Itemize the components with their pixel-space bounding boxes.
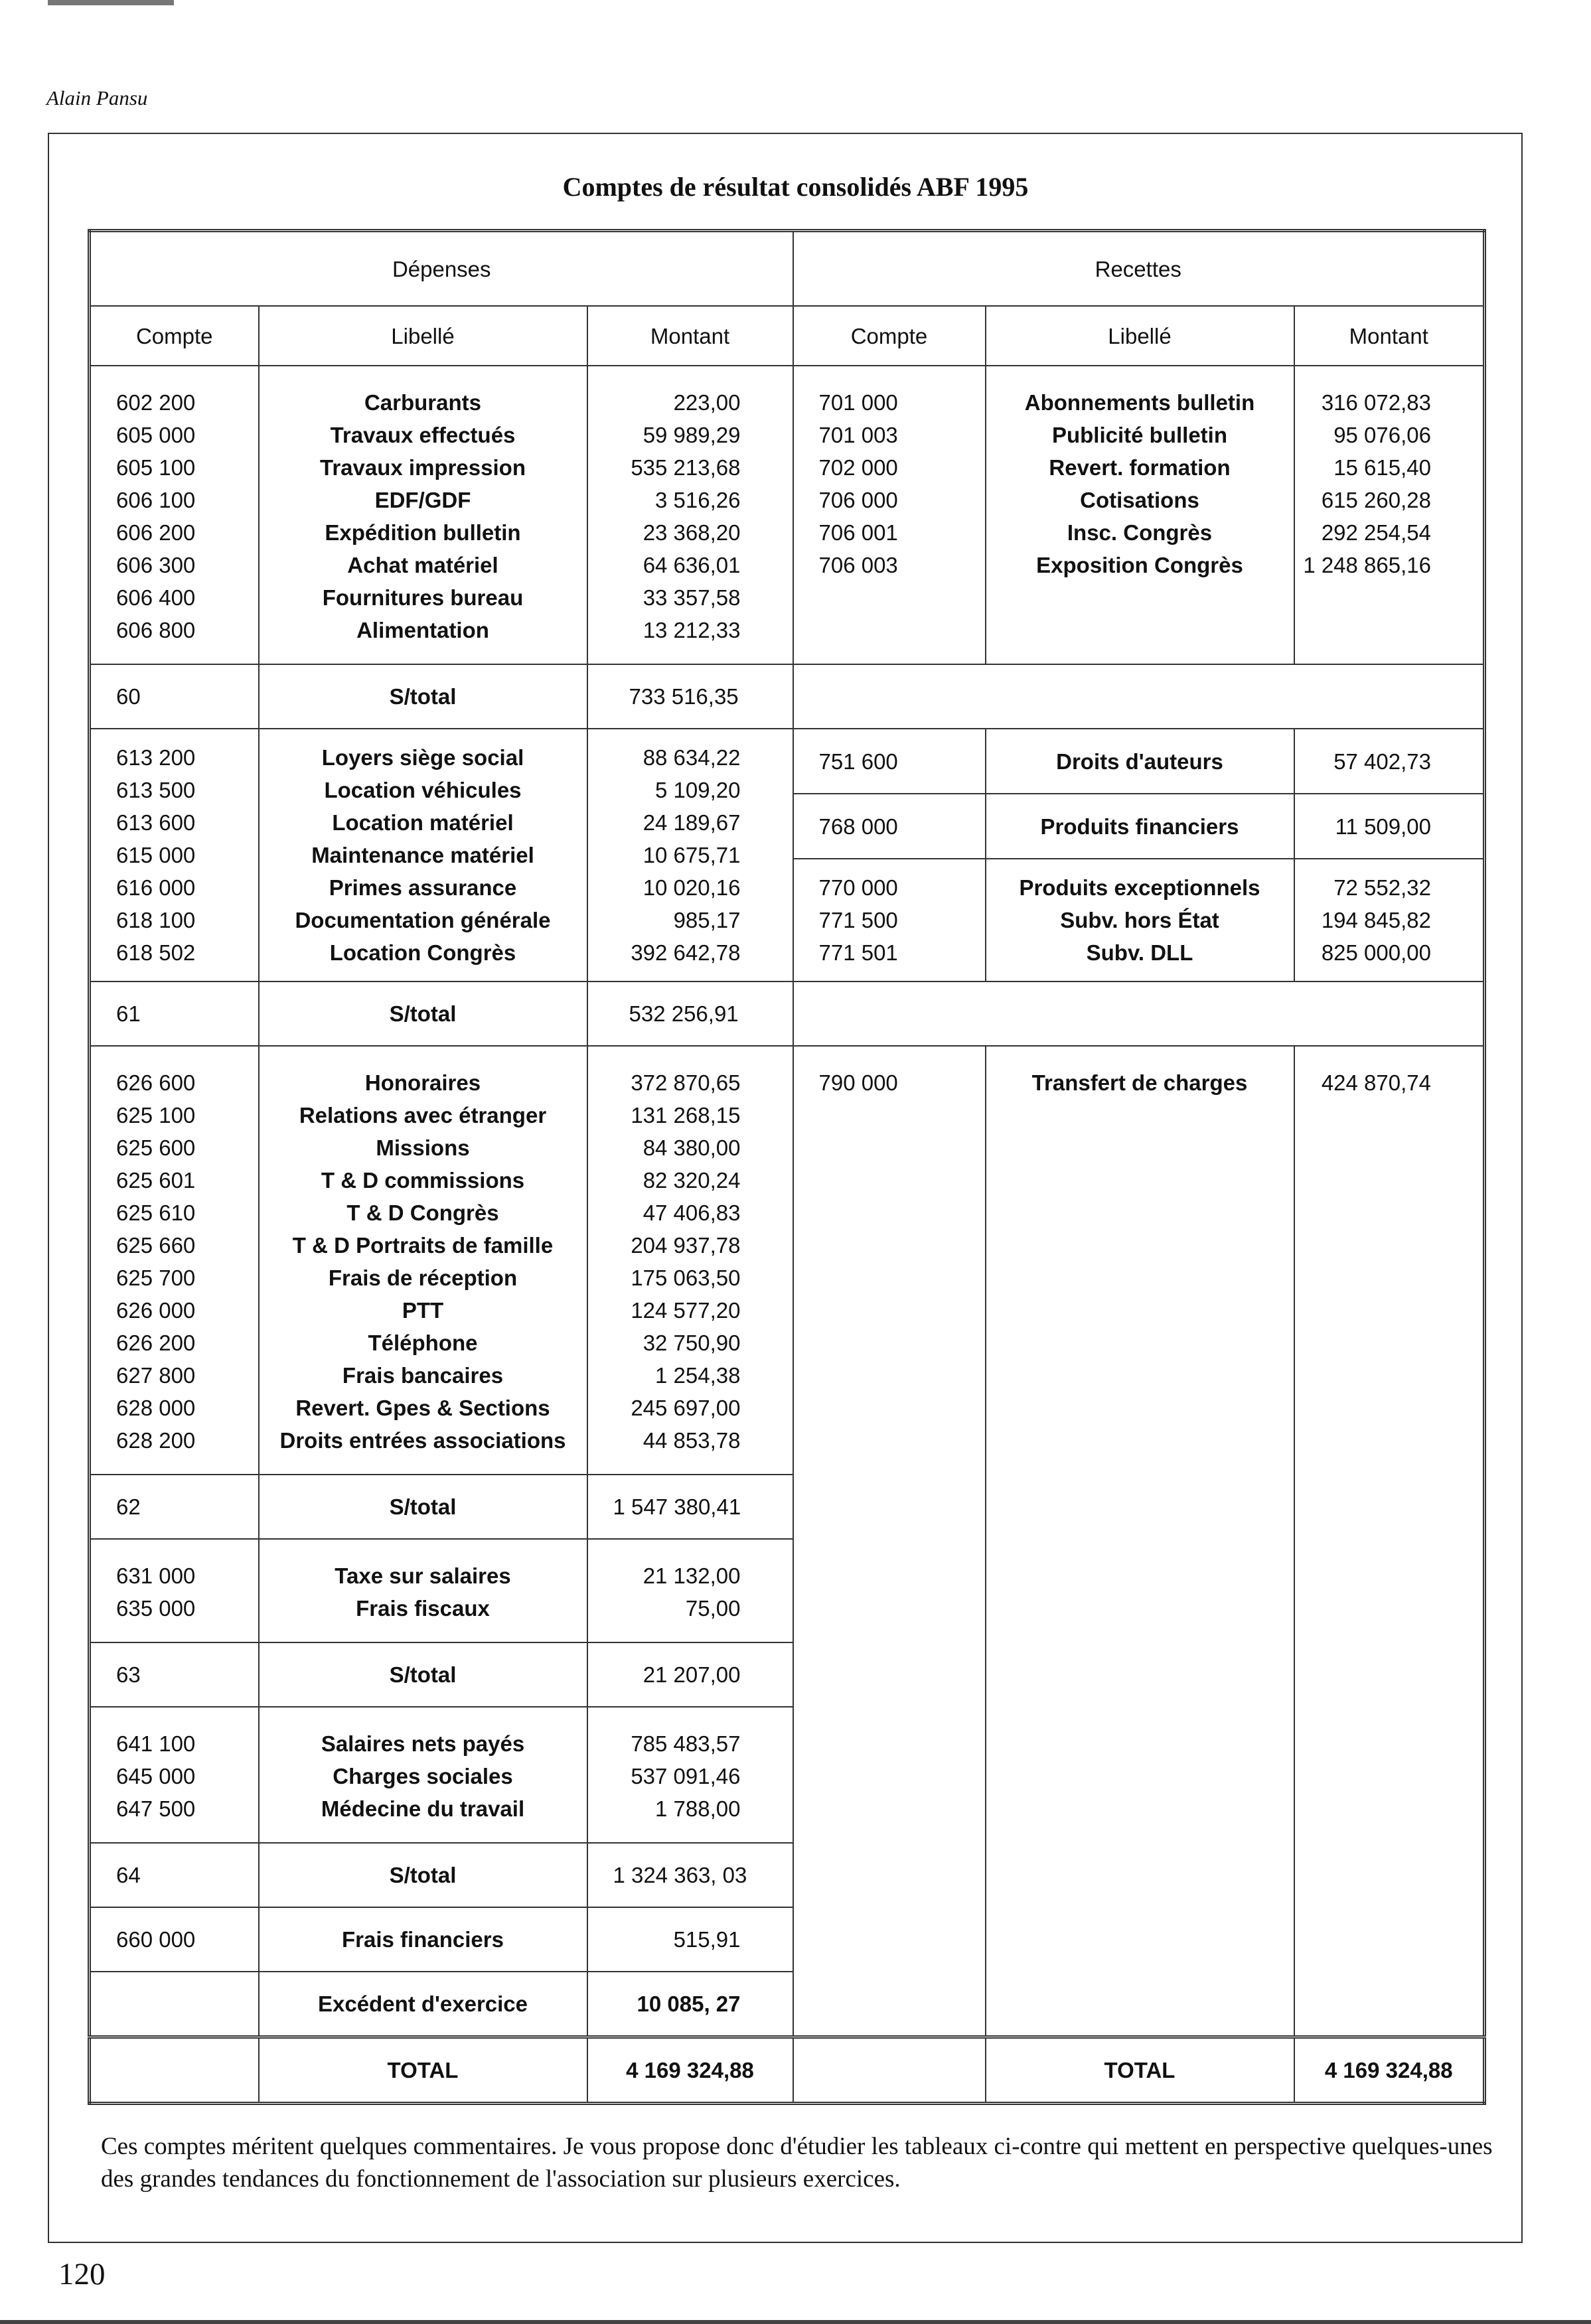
codes-70-line: 706 001: [818, 520, 898, 545]
labels-77-line: Subv. DLL: [1086, 940, 1193, 965]
labels-60-line: Achat matériel: [347, 553, 498, 577]
codes-62-line: 626 200: [116, 1331, 196, 1355]
amounts-63-line: 21 132,00: [643, 1563, 741, 1588]
amounts-60-line: 13 212,33: [643, 618, 741, 642]
label-768: Produits financiers: [986, 794, 1294, 859]
codes-70: [793, 366, 986, 664]
subtotal-60-amount: 733 516,35: [587, 664, 793, 729]
table-row-total: [90, 2037, 1485, 2104]
subtotal-61-amount: 532 256,91: [587, 981, 793, 1046]
labels-61-line: Location matériel: [332, 810, 514, 835]
labels-60-line: Travaux impression: [320, 455, 526, 480]
labels-61-line: Location Congrès: [329, 940, 516, 965]
amount-751: 57 402,73: [1294, 729, 1485, 794]
subtotal-64-label: S/total: [259, 1843, 587, 1907]
amounts-62: [587, 1046, 793, 1475]
codes-77: [793, 859, 986, 981]
labels-62-line: PTT: [402, 1298, 444, 1323]
codes-60-line: 606 800: [116, 618, 196, 642]
labels-61-line: Location véhicules: [324, 778, 522, 802]
subtotal-61-code: 61: [90, 981, 259, 1046]
codes-61-line: 613 200: [116, 745, 196, 770]
amounts-60-line: 33 357,58: [643, 585, 741, 610]
section-header-row: [90, 231, 1485, 307]
labels-62-line: Relations avec étranger: [299, 1103, 547, 1127]
codes-63: [90, 1539, 259, 1642]
label-751: Droits d'auteurs: [986, 729, 1294, 794]
table-row-751: [90, 729, 1485, 794]
col-libelle-rec: Libellé: [986, 306, 1294, 366]
codes-62-line: 625 610: [116, 1200, 196, 1225]
labels-62: [259, 1046, 587, 1475]
subtotal-62-code: 62: [90, 1475, 259, 1539]
amounts-64-line: 537 091,46: [631, 1764, 741, 1788]
amounts-70-line: 615 260,28: [1321, 488, 1431, 512]
codes-62-line: 625 100: [116, 1103, 196, 1127]
codes-60-line: 605 100: [116, 455, 196, 480]
amounts-62-line: 1 254,38: [655, 1363, 741, 1388]
amounts-64-line: 1 788,00: [655, 1796, 741, 1821]
labels-60-line: Carburants: [364, 390, 482, 415]
labels-64-line: Charges sociales: [333, 1764, 513, 1788]
amounts-62-line: 204 937,78: [631, 1233, 741, 1258]
labels-61-line: Primes assurance: [329, 875, 517, 900]
amounts-61-line: 985,17: [673, 908, 741, 932]
labels-64: [259, 1707, 587, 1843]
subtotal-60-code: 60: [90, 664, 259, 729]
labels-77-line: Produits exceptionnels: [1019, 875, 1260, 900]
amounts-64: [587, 1707, 793, 1843]
amounts-60-line: 59 989,29: [643, 423, 741, 447]
labels-62-line: Frais de réception: [328, 1266, 518, 1290]
labels-64-line: Médecine du travail: [321, 1796, 525, 1821]
depenses-header: Dépenses: [90, 231, 793, 307]
labels-60-line: Fournitures bureau: [322, 585, 524, 610]
subtotal-61-label: S/total: [259, 981, 587, 1046]
codes-64-line: 647 500: [116, 1796, 196, 1821]
amounts-62-line: 175 063,50: [631, 1266, 741, 1290]
amount-660000: 515,91: [587, 1907, 793, 1972]
codes-61-line: 615 000: [116, 843, 196, 867]
labels-61-line: Loyers siège social: [321, 745, 524, 770]
codes-62-line: 626 600: [116, 1070, 196, 1095]
labels-62-line: T & D Congrès: [346, 1200, 499, 1225]
labels-61: [259, 729, 587, 981]
amounts-61-line: 10 020,16: [643, 875, 741, 900]
col-libelle-dep: Libellé: [259, 306, 587, 366]
recettes-header: Recettes: [793, 231, 1485, 307]
codes-60: [90, 366, 259, 664]
table-row-group-60: [90, 366, 1485, 664]
subtotal-63-code: 63: [90, 1642, 259, 1707]
codes-62-line: 626 000: [116, 1298, 196, 1323]
codes-60-line: 605 000: [116, 423, 196, 447]
labels-63-line: Taxe sur salaires: [335, 1563, 511, 1588]
codes-61-line: 618 502: [116, 940, 196, 965]
codes-62-line: 625 600: [116, 1135, 196, 1160]
amount-768: 11 509,00: [1294, 794, 1485, 859]
table-title: Comptes de résultat consolidés ABF 1995: [562, 172, 1029, 202]
labels-63-line: Frais fiscaux: [356, 1596, 490, 1621]
codes-62-line: 625 660: [116, 1233, 196, 1258]
codes-70-line: 702 000: [818, 455, 898, 480]
amounts-60-line: 223,00: [673, 390, 741, 415]
labels-62-line: Honoraires: [364, 1070, 481, 1095]
codes-62-line: 627 800: [116, 1363, 196, 1388]
labels-62-line: Téléphone: [368, 1331, 478, 1355]
codes-64-line: 641 100: [116, 1731, 196, 1756]
code-790: 790 000: [793, 1046, 986, 2037]
codes-70-line: 701 003: [818, 423, 898, 447]
label-660000: Frais financiers: [259, 1907, 587, 1972]
amounts-62-line: 47 406,83: [643, 1200, 741, 1225]
amounts-61-line: 88 634,22: [643, 745, 741, 770]
codes-62-line: 625 601: [116, 1168, 196, 1193]
codes-60-line: 606 400: [116, 585, 196, 610]
labels-70-line: Cotisations: [1080, 488, 1199, 512]
codes-70-line: 706 003: [818, 553, 898, 577]
labels-60-line: Expédition bulletin: [325, 520, 521, 545]
amount-790: 424 870,74: [1294, 1046, 1485, 2037]
running-header-author: Alain Pansu: [46, 86, 148, 109]
recettes-blank-60: [793, 664, 1485, 729]
codes-70-line: 706 000: [818, 488, 898, 512]
amounts-70-line: 95 076,06: [1333, 423, 1431, 447]
column-header-row: [90, 306, 1485, 366]
amounts-62-line: 372 870,65: [631, 1070, 741, 1095]
labels-62-line: T & D Portraits de famille: [292, 1233, 554, 1258]
labels-62-line: Droits entrées associations: [279, 1428, 566, 1453]
total-dep-code-blank: [90, 2037, 259, 2104]
codes-70-line: 701 000: [818, 390, 898, 415]
amounts-70-line: 15 615,40: [1333, 455, 1431, 480]
subtotal-64-amount: 1 324 363, 03: [587, 1843, 793, 1907]
subtotal-62-amount: 1 547 380,41: [587, 1475, 793, 1539]
labels-62-line: Missions: [376, 1135, 470, 1160]
codes-61-line: 616 000: [116, 875, 196, 900]
codes-63-line: 635 000: [116, 1596, 196, 1621]
subtotal-62-label: S/total: [259, 1475, 587, 1539]
amounts-61-line: 5 109,20: [655, 778, 741, 802]
amounts-61-line: 392 642,78: [631, 940, 741, 965]
amounts-61-line: 24 189,67: [643, 810, 741, 835]
amounts-60-line: 64 636,01: [643, 553, 741, 577]
labels-70: [986, 366, 1294, 664]
amounts-62-line: 32 750,90: [643, 1331, 741, 1355]
amounts-60: [587, 366, 793, 664]
amounts-62-line: 131 268,15: [631, 1103, 741, 1127]
labels-60: [259, 366, 587, 664]
amounts-64-line: 785 483,57: [631, 1731, 741, 1756]
codes-61: [90, 729, 259, 981]
amounts-77-line: 194 845,82: [1321, 908, 1431, 932]
codes-64: [90, 1707, 259, 1843]
table-row-subtotal-60: [90, 664, 1485, 729]
amounts-62-line: 124 577,20: [631, 1298, 741, 1323]
amounts-63: [587, 1539, 793, 1642]
labels-77-line: Subv. hors État: [1060, 908, 1219, 932]
code-768: 768 000: [793, 794, 986, 859]
labels-62-line: Revert. Gpes & Sections: [295, 1396, 550, 1420]
excedent-code-blank: [90, 1972, 259, 2037]
page-number: 120: [58, 2257, 106, 2291]
labels-70-line: Insc. Congrès: [1067, 520, 1213, 545]
labels-61-line: Maintenance matériel: [311, 843, 534, 867]
total-rec-label: TOTAL: [986, 2037, 1294, 2104]
codes-61-line: 613 500: [116, 778, 196, 802]
col-montant-rec: Montant: [1294, 306, 1485, 366]
subtotal-64-code: 64: [90, 1843, 259, 1907]
labels-60-line: Alimentation: [356, 618, 489, 642]
codes-64-line: 645 000: [116, 1764, 196, 1788]
amounts-63-line: 75,00: [685, 1596, 741, 1621]
top-rule: [48, 0, 174, 5]
codes-62: [90, 1046, 259, 1475]
labels-70-line: Revert. formation: [1049, 455, 1231, 480]
amounts-62-line: 245 697,00: [631, 1396, 741, 1420]
amounts-62-line: 44 853,78: [643, 1428, 741, 1453]
col-montant-dep: Montant: [587, 306, 793, 366]
labels-70-line: Abonnements bulletin: [1024, 390, 1255, 415]
excedent-label: Excédent d'exercice: [259, 1972, 587, 2037]
recettes-blank-61: [793, 981, 1485, 1046]
code-751: 751 600: [793, 729, 986, 794]
labels-61-line: Documentation générale: [295, 908, 551, 932]
amounts-77-line: 72 552,32: [1333, 875, 1431, 900]
amounts-60-line: 3 516,26: [655, 488, 741, 512]
codes-61-line: 613 600: [116, 810, 196, 835]
codes-61-line: 618 100: [116, 908, 196, 932]
labels-62-line: Frais bancaires: [342, 1363, 504, 1388]
codes-62-line: 628 000: [116, 1396, 196, 1420]
table-row-subtotal-61: [90, 981, 1485, 1046]
subtotal-63-label: S/total: [259, 1642, 587, 1707]
codes-60-line: 606 200: [116, 520, 196, 545]
labels-60-line: EDF/GDF: [374, 488, 471, 512]
accounts-table: [88, 229, 1486, 2105]
subtotal-63-amount: 21 207,00: [587, 1642, 793, 1707]
total-dep-label: TOTAL: [259, 2037, 587, 2104]
labels-63: [259, 1539, 587, 1642]
codes-77-line: 771 501: [818, 940, 898, 965]
excedent-amount: 10 085, 27: [587, 1972, 793, 2037]
amounts-62-line: 84 380,00: [643, 1135, 741, 1160]
total-dep-amount: 4 169 324,88: [587, 2037, 793, 2104]
amounts-60-line: 535 213,68: [631, 455, 741, 480]
amounts-60-line: 23 368,20: [643, 520, 741, 545]
col-compte-dep: Compte: [90, 306, 259, 366]
codes-77-line: 771 500: [818, 908, 898, 932]
amounts-70-line: 292 254,54: [1321, 520, 1431, 545]
codes-60-line: 606 300: [116, 553, 196, 577]
amounts-61-line: 10 675,71: [643, 843, 741, 867]
codes-60-line: 602 200: [116, 390, 196, 415]
labels-60-line: Travaux effectués: [330, 423, 516, 447]
codes-63-line: 631 000: [116, 1563, 196, 1588]
commentary-paragraph: Ces comptes méritent quelques commentaires. Je vous propose donc d'étudier les tableaux ci-contre qui mettent en perspective quelques-unes des grandes tendances du fonctionnement de l'association sur plusieurs exercices.: [101, 2133, 1493, 2193]
labels-77: [986, 859, 1294, 981]
amounts-77-line: 825 000,00: [1321, 940, 1431, 965]
subtotal-60-label: S/total: [259, 664, 587, 729]
bottom-rule: [0, 2320, 1591, 2324]
amounts-77: [1294, 859, 1485, 981]
labels-70-line: Exposition Congrès: [1036, 553, 1243, 577]
labels-70-line: Publicité bulletin: [1051, 423, 1228, 447]
codes-60-line: 606 100: [116, 488, 196, 512]
table-row-group-62: [90, 1046, 1485, 1475]
labels-64-line: Salaires nets payés: [321, 1731, 525, 1756]
codes-77-line: 770 000: [818, 875, 898, 900]
amounts-70: [1294, 366, 1485, 664]
amounts-61: [587, 729, 793, 981]
codes-62-line: 628 200: [116, 1428, 196, 1453]
codes-62-line: 625 700: [116, 1266, 196, 1290]
amounts-70-line: 316 072,83: [1321, 390, 1431, 415]
label-790: Transfert de charges: [986, 1046, 1294, 2037]
code-660000: 660 000: [90, 1907, 259, 1972]
col-compte-rec: Compte: [793, 306, 986, 366]
labels-62-line: T & D commissions: [321, 1168, 525, 1193]
amounts-70-line: 1 248 865,16: [1303, 553, 1431, 577]
total-rec-amount: 4 169 324,88: [1294, 2037, 1485, 2104]
total-rec-code-blank: [793, 2037, 986, 2104]
amounts-62-line: 82 320,24: [643, 1168, 741, 1193]
